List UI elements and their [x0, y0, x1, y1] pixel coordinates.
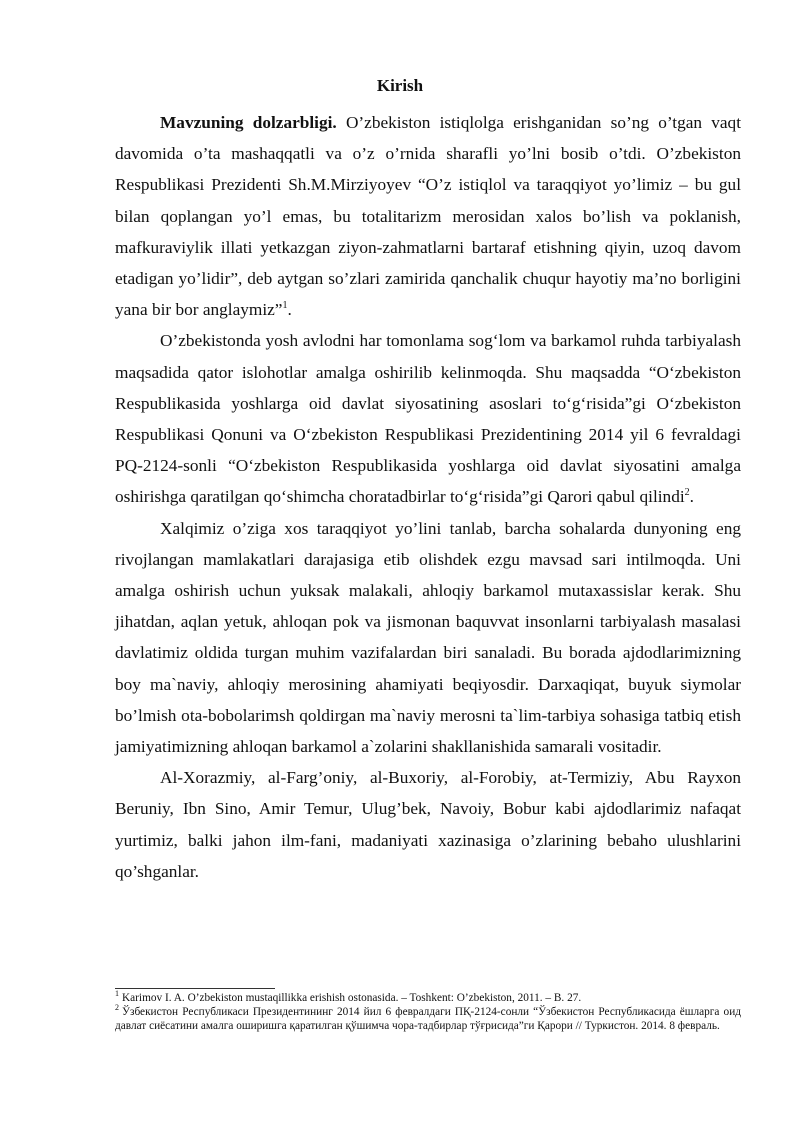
- paragraph-heritage: Xalqimiz o’ziga xos taraqqiyot yo’lini tanlab, barcha sohalarda dunyoning eng rivojlangan mamlakatlari darajasiga etib olishdek ezgu mavsad sari intilmoqda. Uni amalga oshirish uchun yuksak malakali, ahloqiy barkamol mutaxassislar kerak. Shu jihatdan, aqlan yetuk, ahloqan pok va jismonan baquvvat insonlarni tarbiyalash masalasi davlatimiz oldida turgan muhim vazifalardan biri sanaladi. Bu borada ajdodlarimizning boy ma`naviy, ahloqiy merosining ahamiyati beqiyosdir. Darxaqiqat, buyuk siymolar bo’lmish ota-bobolarimsh qoldirgan ma`naviy merosni ta`lim-tarbiya sohasiga tatbiq etish jamiyatimizning ahloqan barkamol a`zolarini shakllanishida samarali vositadir.: [115, 518, 741, 757]
- paragraph-youth-policy: [115, 325, 741, 512]
- paragraph-text: O’zbekiston istiqlolga erishganidan so’ng o’tgan vaqt davomida o’ta mashaqqatli va o’z o’rnida sharafli yo’lni bosib o’tdi. O’zbekiston Respublikasi Prezidenti Sh.M.Mirziyoyev “O’z istiqlol va taraqqiyot yo’limiz – bu gul bilan qoplangan yo’l emas, bu totalitarizm merosidan xalos bo’lish va poklanish, mafkuraviylik illati yetkazgan ziyon-zahmatlarni bartaraf etishning qiyin, uzoq davom etadigan yo’lidir”, deb aytgan so’zlari zamirida qanchalik chuqur hayotiy ma’no borligini yana bir bor anglaymiz”: [115, 113, 741, 320]
- footnote-text: Karimov I. A. O’zbekiston mustaqillikka erishish ostonasida. – Toshkent: O’zbekiston, 2011. – B. 27.: [122, 992, 582, 1004]
- page-title: Kirish: [376, 76, 424, 95]
- paragraph-ancestors: Al-Xorazmiy, al-Farg’oniy, al-Buxoriy, al-Forobiy, at-Termiziy, Abu Rayxon Beruniy, Ibn Sino, Amir Temur, Ulug’bek, Navoiy, Bobur kabi ajdodlarimiz nafaqat yurtimiz, balki jahon ilm-fani, madaniyati xazinasiga o’zlarining bebaho ulushlarini qo’shganlar.: [115, 768, 741, 881]
- paragraph-relevance: [115, 107, 741, 325]
- footnote-item: [115, 1005, 741, 1033]
- paragraph-text: O’zbekistonda yosh avlodni har tomonlama sog‘lom va barkamol ruhda tarbiyalash maqsadida qator islohotlar amalga oshirilib kelinmoqda. Shu maqsadda “O‘zbekiston Respublikasida yoshlarga oid davlat siyosatining asoslari to‘g‘risida”gi O‘zbekiston Respublikasi Qonuni va O‘zbekiston Respublikasi Prezidentining 2014 yil 6 fevraldagi PQ-2124-sonli “O‘zbekiston Respublikasida yoshlarga oid davlat siyosatini amalga oshirishga qaratilgan qo‘shimcha choratadbirlar to‘g‘risida”gi Qarori qabul qilindi: [115, 331, 741, 507]
- footnote-item: [115, 991, 741, 1005]
- footnote-ref[interactable]: 1: [282, 300, 288, 312]
- footnote-number: 1: [115, 989, 119, 999]
- footnote-text: Ўзбекистон Республикаси Президентининг 2014 йил 6 февралдаги ПҚ-2124-сонли “Ўзбекистон Республикасида ёшларга оид давлат сиёсатини амалга оширишга қаратилган қўшимча чора-тадбирлар тўғрисида”ги Қарори // Туркистон. 2014. 8 февраль.: [115, 1006, 741, 1032]
- body-text: [115, 107, 741, 887]
- paragraph-end: .: [287, 300, 292, 320]
- section-lead: Mavzuning dolzarbligi.: [160, 113, 337, 132]
- footnotes: [115, 991, 741, 1033]
- paragraph-end: .: [689, 487, 694, 507]
- footnote-separator: [115, 988, 275, 989]
- footnote-number: 2: [115, 1003, 119, 1013]
- footnote-ref[interactable]: 2: [684, 487, 690, 499]
